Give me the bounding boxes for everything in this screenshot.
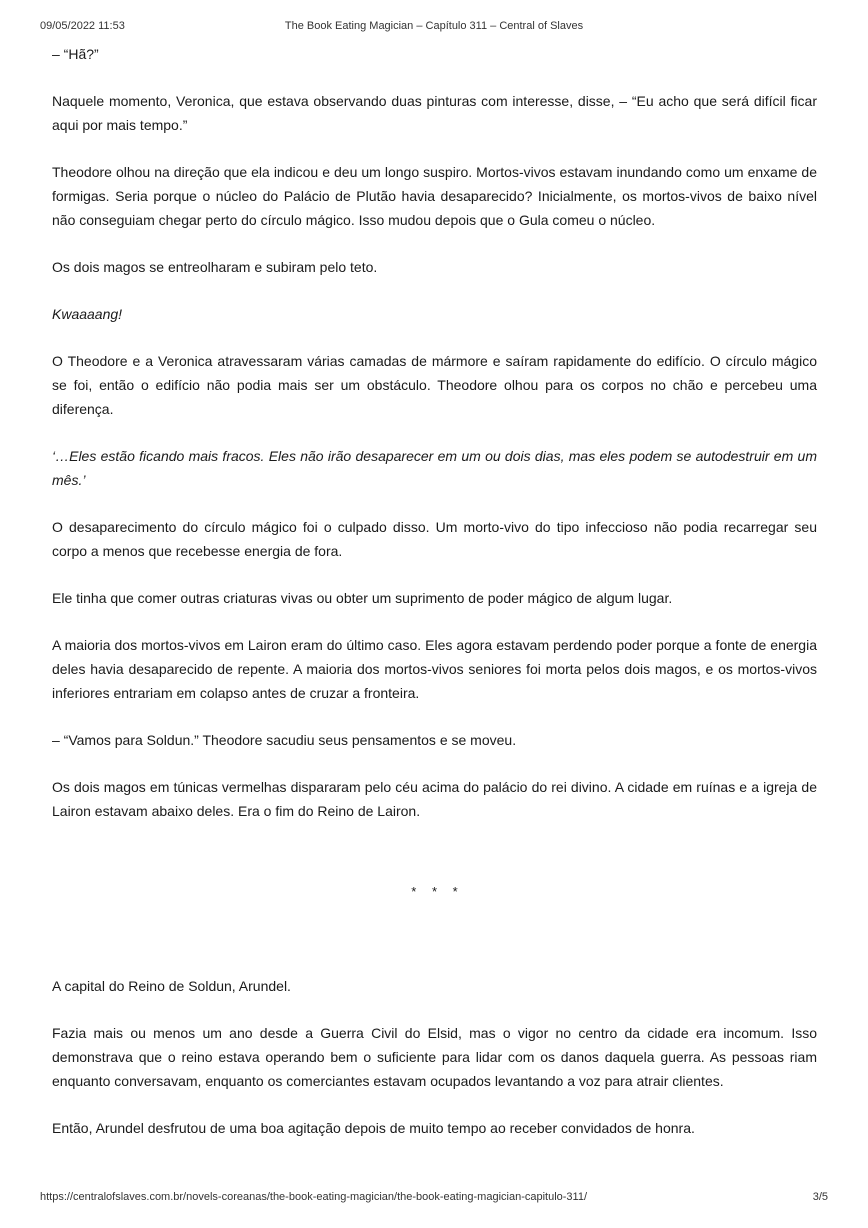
paragraph: Os dois magos se entreolharam e subiram pelo teto.	[52, 259, 378, 275]
print-datetime: 09/05/2022 11:53	[40, 20, 125, 32]
paragraph: Então, Arundel desfrutou de uma boa agitação depois de muito tempo ao receber convidados de honra.	[52, 1120, 695, 1136]
paragraph: Ele tinha que comer outras criaturas vivas ou obter um suprimento de poder mágico de algum lugar.	[52, 590, 673, 606]
paragraph: A capital do Reino de Soldun, Arundel.	[52, 978, 291, 994]
chapter-content	[52, 42, 817, 1163]
thought-paragraph: ‘…Eles estão ficando mais fracos. Eles não irão desaparecer em um ou dois dias, mas eles podem se autodestruir em um mês.’	[52, 448, 817, 488]
print-page-url: https://centralofslaves.com.br/novels-coreanas/the-book-eating-magician/the-book-eating-magician-capitulo-311/	[40, 1191, 588, 1203]
paragraph: – “Hã?”	[52, 46, 99, 62]
print-page-title: The Book Eating Magician – Capítulo 311 – Central of Slaves	[284, 20, 584, 32]
paragraph: – “Vamos para Soldun.” Theodore sacudiu seus pensamentos e se moveu.	[52, 732, 517, 748]
paragraph: O desaparecimento do círculo mágico foi o culpado disso. Um morto-vivo do tipo infeccioso não podia recarregar seu corpo a menos que recebesse energia de fora.	[52, 519, 817, 559]
paragraph: Naquele momento, Veronica, que estava observando duas pinturas com interesse, disse, – “Eu acho que será difícil ficar aqui por mais tempo.”	[52, 93, 817, 133]
scene-separator: * * *	[411, 884, 458, 899]
paragraph: Theodore olhou na direção que ela indicou e deu um longo suspiro. Mortos-vivos estavam inundando como um enxame de formigas. Seria porque o núcleo do Palácio de Plutão havia desaparecido? Inicialmente, os mortos-vivos de baixo nível não conseguiam chegar perto do círculo mágico. Isso mudou depois que o Gula comeu o núcleo.	[52, 164, 817, 228]
paragraph: Os dois magos em túnicas vermelhas dispararam pelo céu acima do palácio do rei divino. A cidade em ruínas e a igreja de Lairon estavam abaixo deles. Era o fim do Reino de Lairon.	[52, 779, 817, 819]
sound-effect-paragraph: Kwaaaang!	[52, 306, 123, 322]
paragraph: Fazia mais ou menos um ano desde a Guerra Civil do Elsid, mas o vigor no centro da cidade era incomum. Isso demonstrava que o reino estava operando bem o suficiente para lidar com os danos daquela guerra. As pessoas riam enquanto conversavam, enquanto os comerciantes estavam ocupados levantando a voz para atrair clientes.	[52, 1025, 817, 1089]
page-number: 3/5	[812, 1191, 828, 1203]
paragraph: O Theodore e a Veronica atravessaram várias camadas de mármore e saíram rapidamente do edifício. O círculo mágico se foi, então o edifício não podia mais ser um obstáculo. Theodore olhou para os corpos no chão e percebeu uma diferença.	[52, 353, 817, 417]
paragraph: A maioria dos mortos-vivos em Lairon eram do último caso. Eles agora estavam perdendo poder porque a fonte de energia deles havia desaparecido de repente. A maioria dos mortos-vivos seniores foi morta pelos dois magos, e os mortos-vivos inferiores entrariam em colapso antes de cruzar a fronteira.	[52, 637, 817, 701]
